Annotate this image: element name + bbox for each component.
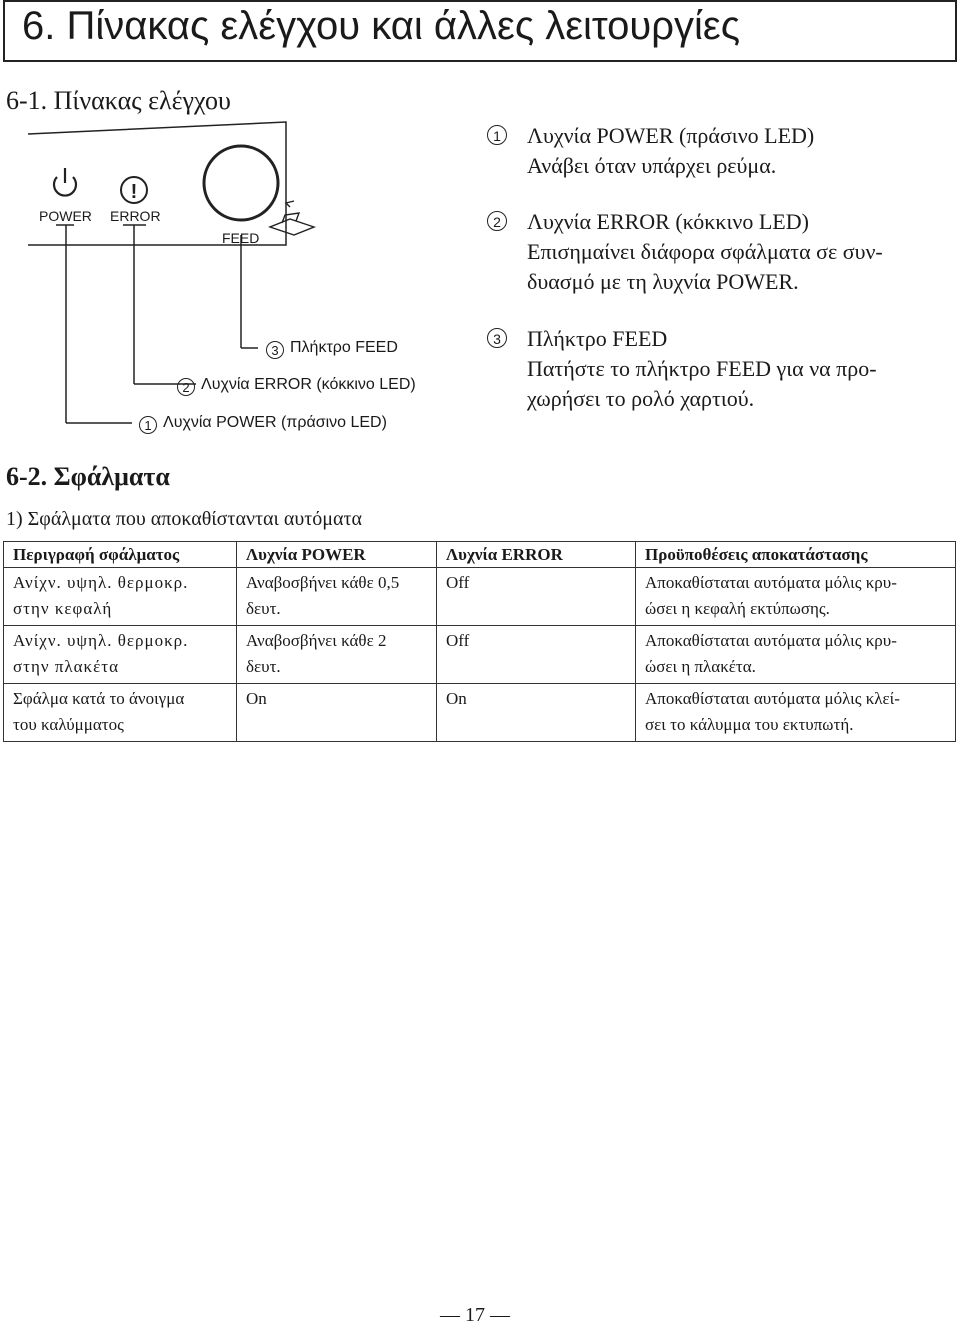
table-cell: On <box>237 684 437 742</box>
callout-feed <box>266 339 398 359</box>
callout-text: Λυχνία POWER (πράσινο LED) <box>163 414 387 431</box>
table-row <box>4 626 956 684</box>
table-cell: Αποκαθίσταται αυτόματα μόλις κλεί- σει το κάλυμμα του εκτυπωτή. <box>636 684 956 742</box>
callout-text: Πλήκτρο FEED <box>290 339 398 356</box>
column-header: Περιγραφή σφάλματος <box>4 542 237 568</box>
description-line: Λυχνία ERROR (κόκκινο LED) <box>527 209 809 234</box>
column-header: Λυχνία ERROR <box>437 542 636 568</box>
errors-table <box>3 541 956 742</box>
page-title: 6. Πίνακας ελέγχου και άλλες λειτουργίες <box>22 4 741 48</box>
section-title-control-panel: 6-1. Πίνακας ελέγχου <box>6 86 231 115</box>
description-number: 3 <box>487 328 507 348</box>
section-title-errors: 6-2. Σφάλματα <box>6 462 170 491</box>
table-cell: Ανίχν. υψηλ. θερμοκρ. στην κεφαλή <box>4 568 237 626</box>
table-cell: Αποκαθίσταται αυτόματα μόλις κρυ- ώσει η κεφαλή εκτύπωσης. <box>636 568 956 626</box>
table-cell: Ανίχν. υψηλ. θερμοκρ. στην πλακέτα <box>4 626 237 684</box>
description-number: 2 <box>487 211 507 231</box>
table-cell: Σφάλμα κατά το άνοιγμα του καλύμματος <box>4 684 237 742</box>
table-cell: On <box>437 684 636 742</box>
callout-number: 2 <box>177 378 195 396</box>
description-feed <box>487 324 957 414</box>
table-row <box>4 568 956 626</box>
table-cell: Αποκαθίσταται αυτόματα μόλις κρυ- ώσει η πλακέτα. <box>636 626 956 684</box>
description-line: Επισημαίνει διάφορα σφάλματα σε συν- <box>527 239 883 264</box>
column-header: Λυχνία POWER <box>237 542 437 568</box>
callout-power <box>139 414 387 434</box>
table-cell: Αναβοσβήνει κάθε 2 δευτ. <box>237 626 437 684</box>
table-cell: Αναβοσβήνει κάθε 0,5 δευτ. <box>237 568 437 626</box>
description-line: Ανάβει όταν υπάρχει ρεύμα. <box>527 153 777 178</box>
paper-feed-icon <box>270 201 314 235</box>
column-header: Προϋποθέσεις αποκατάστασης <box>636 542 956 568</box>
page-number: — 17 — <box>440 1304 510 1326</box>
subsection-title: 1) Σφάλματα που αποκαθίστανται αυτόματα <box>6 508 363 530</box>
description-power <box>487 121 957 181</box>
description-error <box>487 207 957 297</box>
description-line: δυασμό με τη λυχνία POWER. <box>527 269 799 294</box>
description-line: χωρήσει το ρολό χαρτιού. <box>527 386 755 411</box>
callout-error <box>177 376 416 396</box>
description-line: Πατήστε το πλήκτρο FEED για να προ- <box>527 356 877 381</box>
table-cell: Off <box>437 626 636 684</box>
power-icon <box>54 168 76 196</box>
error-symbol: ! <box>130 181 138 203</box>
description-line: Λυχνία POWER (πράσινο LED) <box>527 123 815 148</box>
table-cell: Off <box>437 568 636 626</box>
callout-text: Λυχνία ERROR (κόκκινο LED) <box>201 376 416 393</box>
description-number: 1 <box>487 125 507 145</box>
error-icon <box>121 177 147 203</box>
description-line: Πλήκτρο FEED <box>527 326 668 351</box>
table-row <box>4 684 956 742</box>
callout-number: 1 <box>139 416 157 434</box>
feed-label: FEED <box>222 230 260 246</box>
table-header-row <box>4 542 956 568</box>
feed-button <box>204 146 278 220</box>
power-label: POWER <box>39 208 92 224</box>
callout-number: 3 <box>266 341 284 359</box>
error-label: ERROR <box>110 208 161 224</box>
